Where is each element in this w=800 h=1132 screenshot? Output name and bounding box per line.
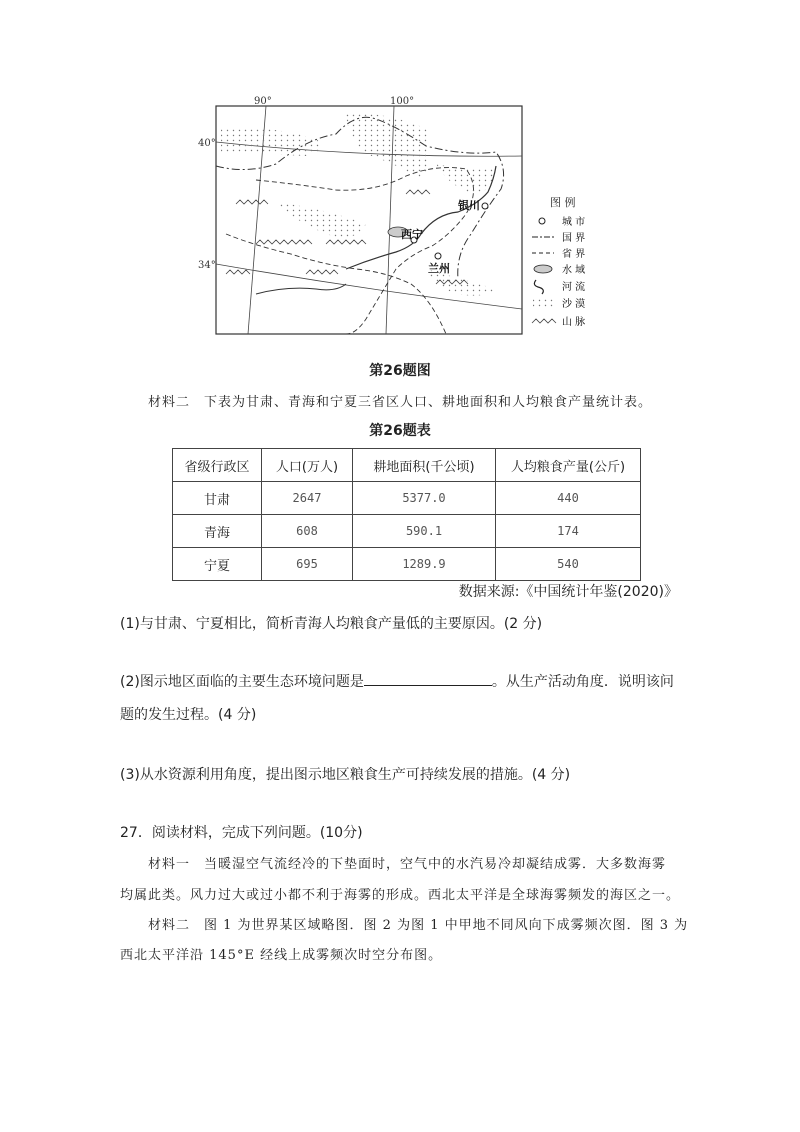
city-label-xining: 西宁 bbox=[401, 228, 423, 241]
lat-label-40: 40° bbox=[198, 138, 216, 149]
question-2-text: (2)图示地区面临的主要生态环境问题是 bbox=[120, 674, 364, 690]
material2-intro: 材料二 下表为甘肃、青海和宁夏三省区人口、耕地面积和人均粮食产量统计表。 bbox=[148, 395, 653, 410]
lon-label-90: 90° bbox=[254, 96, 272, 107]
city-label-yinchuan: 银川 bbox=[458, 199, 480, 212]
material1-line2: 均属此类。风力过大或过小都不利于海雾的形成。西北太平洋是全球海雾频发的海区之一。 bbox=[120, 888, 681, 903]
question-27: 27．阅读材料，完成下列问题。(10分) bbox=[120, 825, 363, 841]
table-cell: 1289.9 bbox=[353, 548, 496, 581]
desert-icon bbox=[533, 299, 553, 307]
table-header: 省级行政区 bbox=[173, 449, 262, 482]
table-cell: 608 bbox=[262, 515, 353, 548]
legend bbox=[532, 215, 585, 328]
data-source: 数据来源:《中国统计年鉴(2020)》 bbox=[458, 584, 678, 600]
table-header: 人均粮食产量(公斤) bbox=[496, 449, 641, 482]
city-label-lanzhou: 兰州 bbox=[428, 262, 450, 275]
legend-label: 水 域 bbox=[562, 265, 586, 276]
material1-line1: 材料一 当暖湿空气流经冷的下垫面时，空气中的水汽易冷却凝结成雾．大多数海雾 bbox=[148, 857, 667, 872]
river-icon bbox=[534, 280, 543, 294]
table-header: 人口(万人) bbox=[262, 449, 353, 482]
question-3: (3)从水资源利用角度，提出图示地区粮食生产可持续发展的措施。(4 分) bbox=[120, 767, 571, 783]
legend-label: 山 脉 bbox=[562, 317, 586, 328]
lon-label-100: 100° bbox=[390, 96, 415, 107]
table-cell: 440 bbox=[496, 482, 641, 515]
material2-line1: 材料二 图 1 为世界某区域略图．图 2 为图 1 中甲地不同风向下成雾频次图．图 3 为 bbox=[148, 918, 689, 933]
water-area-icon bbox=[534, 265, 552, 273]
table-caption: 第26题表 bbox=[369, 423, 431, 439]
table-cell: 174 bbox=[496, 515, 641, 548]
table-row bbox=[173, 515, 641, 548]
table-cell: 宁夏 bbox=[173, 548, 262, 581]
legend-label: 省 界 bbox=[562, 249, 586, 260]
legend-label: 国 界 bbox=[562, 233, 586, 244]
legend-label: 河 流 bbox=[562, 282, 586, 293]
table-cell: 590.1 bbox=[353, 515, 496, 548]
city-circle-icon bbox=[539, 218, 545, 224]
table-row bbox=[173, 482, 641, 515]
table-cell: 2647 bbox=[262, 482, 353, 515]
question-2 bbox=[120, 671, 674, 691]
question-1: (1)与甘肃、宁夏相比，简析青海人均粮食产量低的主要原因。(2 分) bbox=[120, 616, 543, 632]
table-cell: 5377.0 bbox=[353, 482, 496, 515]
yinchuan-marker bbox=[482, 203, 488, 209]
legend-label: 城 市 bbox=[562, 217, 586, 228]
table-cell: 695 bbox=[262, 548, 353, 581]
map-figure bbox=[196, 94, 666, 344]
answer-blank bbox=[364, 673, 492, 686]
table-cell: 540 bbox=[496, 548, 641, 581]
figure-caption: 第26题图 bbox=[369, 363, 431, 379]
table-header: 耕地面积(千公顷) bbox=[353, 449, 496, 482]
lat-label-34: 34° bbox=[198, 260, 216, 271]
question-2-text: 。从生产活动角度．说明该问 bbox=[491, 674, 674, 690]
stats-table-wrap bbox=[172, 448, 641, 581]
legend-label: 沙 漠 bbox=[562, 299, 586, 310]
table-cell: 甘肃 bbox=[173, 482, 262, 515]
legend-title: 图 例 bbox=[550, 196, 576, 209]
question-2-line2: 题的发生过程。(4 分) bbox=[120, 707, 257, 723]
map-svg bbox=[196, 94, 666, 344]
mountain-icon bbox=[532, 319, 556, 323]
table-cell: 青海 bbox=[173, 515, 262, 548]
table-row bbox=[173, 548, 641, 581]
stats-table bbox=[172, 448, 641, 581]
material2-line2: 西北太平洋沿 145°E 经线上成雾频次时空分布图。 bbox=[120, 948, 443, 963]
lanzhou-marker bbox=[435, 253, 441, 259]
table-header-row bbox=[173, 449, 641, 482]
